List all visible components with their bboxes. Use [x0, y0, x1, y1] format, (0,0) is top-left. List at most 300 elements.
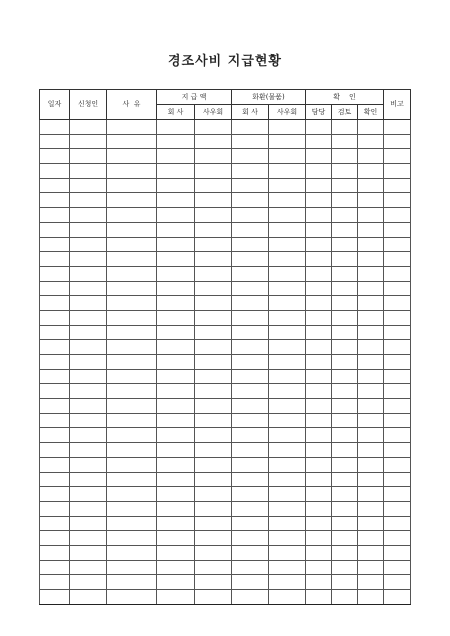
cell-payment-company [157, 384, 195, 399]
cell-note [384, 413, 411, 428]
cell-in-charge [306, 208, 332, 223]
cell-date [40, 472, 70, 487]
cell-payment-company [157, 399, 195, 414]
cell-applicant [70, 281, 107, 296]
column-header-wreath: 화환(물품) [232, 90, 306, 105]
cell-payment-mutual-aid [195, 178, 232, 193]
cell-wreath-mutual-aid [269, 384, 306, 399]
cell-confirmed [358, 149, 384, 164]
cell-note [384, 193, 411, 208]
table-row [40, 237, 411, 252]
cell-confirmed [358, 252, 384, 267]
cell-note [384, 149, 411, 164]
cell-note [384, 545, 411, 560]
cell-in-charge [306, 531, 332, 546]
cell-reason [107, 340, 157, 355]
cell-review [332, 443, 358, 458]
cell-note [384, 472, 411, 487]
cell-date [40, 443, 70, 458]
table-row [40, 178, 411, 193]
cell-reason [107, 413, 157, 428]
cell-confirmed [358, 428, 384, 443]
cell-payment-mutual-aid [195, 590, 232, 605]
cell-in-charge [306, 193, 332, 208]
cell-wreath-company [232, 222, 269, 237]
cell-note [384, 516, 411, 531]
cell-wreath-company [232, 516, 269, 531]
cell-payment-company [157, 134, 195, 149]
cell-note [384, 575, 411, 590]
subheader-review: 검토 [332, 105, 358, 120]
cell-applicant [70, 120, 107, 135]
cell-payment-mutual-aid [195, 428, 232, 443]
cell-note [384, 560, 411, 575]
cell-reason [107, 222, 157, 237]
cell-reason [107, 457, 157, 472]
cell-review [332, 384, 358, 399]
table-row [40, 325, 411, 340]
table-row [40, 575, 411, 590]
cell-review [332, 531, 358, 546]
cell-payment-mutual-aid [195, 340, 232, 355]
cell-confirmed [358, 399, 384, 414]
subheader-wreath-company: 회 사 [232, 105, 269, 120]
cell-wreath-company [232, 545, 269, 560]
cell-wreath-mutual-aid [269, 266, 306, 281]
cell-note [384, 325, 411, 340]
table-row [40, 120, 411, 135]
cell-in-charge [306, 457, 332, 472]
cell-applicant [70, 355, 107, 370]
cell-applicant [70, 340, 107, 355]
cell-wreath-company [232, 178, 269, 193]
cell-payment-mutual-aid [195, 281, 232, 296]
cell-note [384, 237, 411, 252]
cell-wreath-company [232, 149, 269, 164]
cell-reason [107, 399, 157, 414]
cell-payment-mutual-aid [195, 516, 232, 531]
cell-in-charge [306, 428, 332, 443]
cell-in-charge [306, 120, 332, 135]
cell-payment-mutual-aid [195, 487, 232, 502]
cell-date [40, 296, 70, 311]
cell-wreath-company [232, 560, 269, 575]
cell-payment-company [157, 281, 195, 296]
cell-confirmed [358, 545, 384, 560]
cell-wreath-company [232, 340, 269, 355]
cell-reason [107, 560, 157, 575]
cell-reason [107, 120, 157, 135]
cell-wreath-company [232, 281, 269, 296]
cell-payment-company [157, 266, 195, 281]
cell-in-charge [306, 355, 332, 370]
cell-in-charge [306, 399, 332, 414]
cell-wreath-mutual-aid [269, 545, 306, 560]
cell-in-charge [306, 369, 332, 384]
cell-reason [107, 428, 157, 443]
cell-review [332, 120, 358, 135]
cell-applicant [70, 457, 107, 472]
cell-reason [107, 164, 157, 179]
cell-wreath-company [232, 443, 269, 458]
cell-applicant [70, 590, 107, 605]
cell-payment-company [157, 428, 195, 443]
cell-date [40, 193, 70, 208]
table-row [40, 222, 411, 237]
cell-wreath-company [232, 369, 269, 384]
cell-wreath-company [232, 531, 269, 546]
cell-note [384, 252, 411, 267]
cell-applicant [70, 296, 107, 311]
cell-wreath-mutual-aid [269, 310, 306, 325]
cell-wreath-company [232, 193, 269, 208]
cell-wreath-company [232, 164, 269, 179]
cell-in-charge [306, 560, 332, 575]
cell-note [384, 501, 411, 516]
table-row [40, 457, 411, 472]
cell-applicant [70, 369, 107, 384]
cell-wreath-mutual-aid [269, 443, 306, 458]
cell-wreath-mutual-aid [269, 457, 306, 472]
cell-confirmed [358, 516, 384, 531]
cell-note [384, 281, 411, 296]
table-row [40, 164, 411, 179]
cell-reason [107, 310, 157, 325]
column-header-note: 비고 [384, 90, 411, 120]
cell-confirmed [358, 325, 384, 340]
cell-wreath-mutual-aid [269, 428, 306, 443]
cell-applicant [70, 193, 107, 208]
cell-reason [107, 266, 157, 281]
cell-payment-company [157, 575, 195, 590]
cell-applicant [70, 501, 107, 516]
cell-in-charge [306, 310, 332, 325]
cell-note [384, 369, 411, 384]
table-row [40, 310, 411, 325]
cell-note [384, 457, 411, 472]
cell-in-charge [306, 149, 332, 164]
cell-wreath-company [232, 501, 269, 516]
table-row [40, 281, 411, 296]
cell-payment-mutual-aid [195, 164, 232, 179]
cell-note [384, 399, 411, 414]
cell-wreath-company [232, 355, 269, 370]
cell-payment-company [157, 325, 195, 340]
cell-applicant [70, 266, 107, 281]
cell-payment-mutual-aid [195, 501, 232, 516]
cell-note [384, 120, 411, 135]
column-header-payment: 지 급 액 [157, 90, 232, 105]
cell-payment-company [157, 178, 195, 193]
table-row [40, 501, 411, 516]
cell-review [332, 178, 358, 193]
table-row [40, 487, 411, 502]
cell-payment-mutual-aid [195, 310, 232, 325]
cell-wreath-company [232, 252, 269, 267]
cell-in-charge [306, 443, 332, 458]
cell-payment-company [157, 590, 195, 605]
cell-payment-company [157, 237, 195, 252]
cell-payment-company [157, 120, 195, 135]
cell-date [40, 164, 70, 179]
cell-in-charge [306, 325, 332, 340]
cell-applicant [70, 399, 107, 414]
cell-reason [107, 516, 157, 531]
cell-date [40, 516, 70, 531]
cell-applicant [70, 208, 107, 223]
cell-in-charge [306, 237, 332, 252]
cell-payment-mutual-aid [195, 355, 232, 370]
table-row [40, 472, 411, 487]
cell-applicant [70, 237, 107, 252]
table-row [40, 134, 411, 149]
cell-reason [107, 531, 157, 546]
cell-payment-mutual-aid [195, 193, 232, 208]
cell-confirmed [358, 575, 384, 590]
cell-review [332, 252, 358, 267]
cell-payment-mutual-aid [195, 384, 232, 399]
cell-date [40, 237, 70, 252]
cell-payment-company [157, 208, 195, 223]
cell-note [384, 384, 411, 399]
table-row [40, 193, 411, 208]
cell-payment-mutual-aid [195, 413, 232, 428]
cell-payment-mutual-aid [195, 531, 232, 546]
table-header [40, 90, 411, 120]
cell-date [40, 178, 70, 193]
page-title: 경조사비 지급현황 [168, 54, 282, 69]
cell-reason [107, 369, 157, 384]
cell-note [384, 164, 411, 179]
cell-confirmed [358, 531, 384, 546]
cell-reason [107, 355, 157, 370]
cell-date [40, 134, 70, 149]
cell-date [40, 281, 70, 296]
cell-payment-mutual-aid [195, 266, 232, 281]
cell-wreath-mutual-aid [269, 487, 306, 502]
cell-confirmed [358, 413, 384, 428]
cell-date [40, 149, 70, 164]
cell-payment-mutual-aid [195, 237, 232, 252]
cell-review [332, 516, 358, 531]
table-row [40, 399, 411, 414]
cell-wreath-mutual-aid [269, 237, 306, 252]
cell-confirmed [358, 281, 384, 296]
cell-wreath-mutual-aid [269, 120, 306, 135]
cell-payment-mutual-aid [195, 457, 232, 472]
subheader-in-charge: 담당 [306, 105, 332, 120]
cell-wreath-company [232, 399, 269, 414]
cell-payment-mutual-aid [195, 252, 232, 267]
cell-applicant [70, 531, 107, 546]
cell-payment-company [157, 531, 195, 546]
cell-note [384, 208, 411, 223]
cell-applicant [70, 575, 107, 590]
cell-applicant [70, 134, 107, 149]
cell-note [384, 340, 411, 355]
cell-applicant [70, 487, 107, 502]
cell-wreath-company [232, 208, 269, 223]
cell-payment-company [157, 501, 195, 516]
cell-review [332, 222, 358, 237]
cell-wreath-mutual-aid [269, 222, 306, 237]
cell-review [332, 501, 358, 516]
cell-reason [107, 296, 157, 311]
cell-payment-mutual-aid [195, 134, 232, 149]
cell-review [332, 281, 358, 296]
cell-reason [107, 384, 157, 399]
cell-date [40, 545, 70, 560]
table-row [40, 428, 411, 443]
cell-confirmed [358, 340, 384, 355]
cell-review [332, 545, 358, 560]
cell-payment-company [157, 222, 195, 237]
cell-wreath-mutual-aid [269, 134, 306, 149]
cell-reason [107, 237, 157, 252]
payment-status-table [39, 89, 411, 605]
cell-review [332, 266, 358, 281]
cell-payment-company [157, 545, 195, 560]
cell-payment-mutual-aid [195, 443, 232, 458]
cell-wreath-mutual-aid [269, 164, 306, 179]
cell-confirmed [358, 443, 384, 458]
cell-applicant [70, 516, 107, 531]
cell-note [384, 443, 411, 458]
cell-note [384, 487, 411, 502]
header-row-top [40, 90, 411, 105]
cell-in-charge [306, 575, 332, 590]
cell-in-charge [306, 501, 332, 516]
cell-payment-company [157, 355, 195, 370]
cell-wreath-mutual-aid [269, 590, 306, 605]
cell-date [40, 340, 70, 355]
cell-wreath-company [232, 575, 269, 590]
cell-confirmed [358, 355, 384, 370]
cell-wreath-company [232, 134, 269, 149]
cell-review [332, 590, 358, 605]
cell-applicant [70, 252, 107, 267]
cell-applicant [70, 560, 107, 575]
cell-wreath-company [232, 457, 269, 472]
cell-wreath-company [232, 428, 269, 443]
cell-in-charge [306, 281, 332, 296]
column-header-date: 일자 [40, 90, 70, 120]
cell-review [332, 457, 358, 472]
cell-in-charge [306, 340, 332, 355]
subheader-payment-mutual-aid: 사우회 [195, 105, 232, 120]
cell-confirmed [358, 134, 384, 149]
cell-date [40, 413, 70, 428]
subheader-payment-company: 회 사 [157, 105, 195, 120]
cell-review [332, 428, 358, 443]
cell-reason [107, 134, 157, 149]
cell-wreath-mutual-aid [269, 178, 306, 193]
cell-in-charge [306, 222, 332, 237]
table-row [40, 296, 411, 311]
table-row [40, 413, 411, 428]
cell-wreath-mutual-aid [269, 296, 306, 311]
cell-payment-mutual-aid [195, 325, 232, 340]
cell-date [40, 325, 70, 340]
cell-in-charge [306, 487, 332, 502]
table-row [40, 355, 411, 370]
cell-review [332, 310, 358, 325]
cell-date [40, 501, 70, 516]
cell-wreath-mutual-aid [269, 531, 306, 546]
cell-review [332, 208, 358, 223]
cell-date [40, 355, 70, 370]
cell-wreath-company [232, 266, 269, 281]
cell-date [40, 487, 70, 502]
cell-confirmed [358, 590, 384, 605]
cell-wreath-company [232, 472, 269, 487]
cell-date [40, 266, 70, 281]
cell-in-charge [306, 472, 332, 487]
cell-date [40, 399, 70, 414]
cell-wreath-mutual-aid [269, 399, 306, 414]
cell-wreath-mutual-aid [269, 369, 306, 384]
table-row [40, 340, 411, 355]
cell-wreath-company [232, 325, 269, 340]
cell-note [384, 178, 411, 193]
cell-review [332, 296, 358, 311]
cell-confirmed [358, 487, 384, 502]
cell-payment-mutual-aid [195, 222, 232, 237]
cell-payment-mutual-aid [195, 120, 232, 135]
cell-wreath-company [232, 590, 269, 605]
cell-in-charge [306, 296, 332, 311]
cell-payment-company [157, 516, 195, 531]
subheader-wreath-mutual-aid: 사우회 [269, 105, 306, 120]
cell-confirmed [358, 222, 384, 237]
cell-wreath-company [232, 384, 269, 399]
cell-in-charge [306, 178, 332, 193]
column-header-applicant: 신청인 [70, 90, 107, 120]
cell-note [384, 531, 411, 546]
cell-wreath-mutual-aid [269, 208, 306, 223]
cell-note [384, 222, 411, 237]
cell-reason [107, 487, 157, 502]
subheader-confirmed: 확인 [358, 105, 384, 120]
cell-in-charge [306, 413, 332, 428]
cell-reason [107, 443, 157, 458]
cell-payment-mutual-aid [195, 575, 232, 590]
table-row [40, 560, 411, 575]
cell-wreath-mutual-aid [269, 516, 306, 531]
cell-confirmed [358, 178, 384, 193]
cell-payment-mutual-aid [195, 369, 232, 384]
cell-wreath-company [232, 487, 269, 502]
cell-review [332, 164, 358, 179]
cell-reason [107, 193, 157, 208]
cell-reason [107, 178, 157, 193]
cell-note [384, 296, 411, 311]
cell-payment-mutual-aid [195, 472, 232, 487]
cell-review [332, 399, 358, 414]
cell-applicant [70, 545, 107, 560]
cell-review [332, 149, 358, 164]
cell-note [384, 590, 411, 605]
cell-reason [107, 501, 157, 516]
cell-review [332, 355, 358, 370]
cell-review [332, 472, 358, 487]
cell-review [332, 487, 358, 502]
table-row [40, 443, 411, 458]
cell-date [40, 428, 70, 443]
cell-review [332, 134, 358, 149]
cell-reason [107, 575, 157, 590]
cell-confirmed [358, 237, 384, 252]
